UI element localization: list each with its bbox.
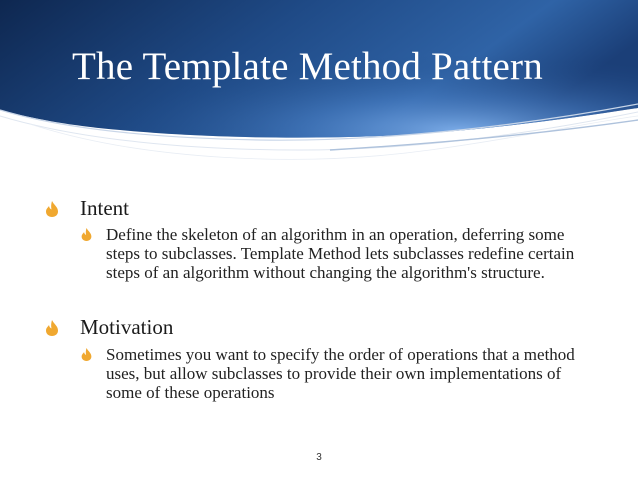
page-number: 3 bbox=[316, 452, 322, 463]
sub-bullet-text: Define the skeleton of an algorithm in an operation, deferring some steps to subclasses. Template Method lets subclasses redefine certain steps of an algorithm without changing the algorithm's structure. bbox=[106, 225, 575, 282]
bullet-label: Motivation bbox=[80, 315, 174, 339]
sub-bullet-text: Sometimes you want to specify the order of operations that a method uses, but allow subclasses to provide their own implementations of some of these operations bbox=[106, 345, 575, 402]
slide-title: The Template Method Pattern bbox=[72, 45, 543, 88]
flame-bullet-icon bbox=[80, 227, 93, 242]
flame-bullet-icon bbox=[80, 347, 93, 362]
flame-bullet-icon bbox=[44, 200, 60, 218]
bullet-label: Intent bbox=[80, 196, 129, 220]
flame-bullet-icon bbox=[44, 319, 60, 337]
